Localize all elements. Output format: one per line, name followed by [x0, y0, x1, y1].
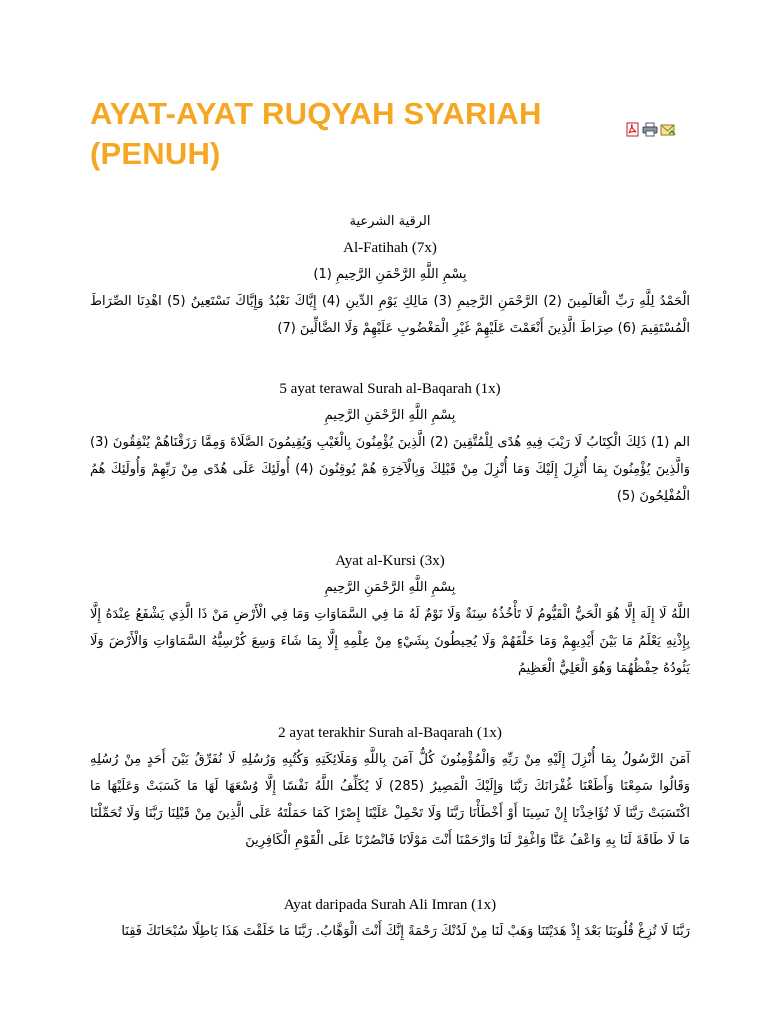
arabic-heading: الرقية الشرعية — [349, 214, 431, 229]
section-title: 2 ayat terakhir Surah al-Baqarah (1x) — [278, 725, 502, 741]
arabic-verse-text: آمَنَ الرَّسُولُ بِمَا أُنْزِلَ إِلَيْهِ مِنْ رَبِّهِ وَالْمُؤْمِنُونَ كُلٌّ آمَنَ بِاللَّهِ وَمَلَائِكَتِهِ وَكُتُبِهِ وَرُسُلِهِ لَا نُفَرِّقُ بَيْنَ أَحَدٍ مِنْ رُسُلِهِ وَقَالُوا سَمِعْنَا وَأَطَعْنَا غُفْرَانَكَ رَبَّنَا وَإِلَيْكَ الْمَصِيرُ (285) لَا يُكَلِّفُ اللَّهُ نَفْسًا إِلَّا وُسْعَهَا لَهَا مَا كَسَبَتْ وَعَلَيْهَا مَا اكْتَسَبَتْ رَبَّنَا لَا تُؤَاخِذْنَا إِنْ نَسِينَا أَوْ أَخْطَأْنَا رَبَّنَا وَلَا تَحْمِلْ عَلَيْنَا إِصْرًا كَمَا حَمَلْتَهُ عَلَى الَّذِينَ مِنْ قَبْلِنَا رَبَّنَا وَلَا تُحَمِّلْنَا مَا لَا طَاقَةَ لَنَا بِهِ وَاعْفُ عَنَّا وَاغْفِرْ لَنَا وَارْحَمْنَا أَنْتَ مَوْلَانَا فَانْصُرْنَا عَلَى الْقَوْمِ الْكَافِرِينَ — [90, 752, 690, 848]
section-baqarah-last-2 — [90, 720, 690, 854]
basmalah: بِسْمِ اللَّهِ الرَّحْمَنِ الرَّحِيمِ — [324, 408, 456, 423]
basmalah: بِسْمِ اللَّهِ الرَّحْمَنِ الرَّحِيمِ (1) — [313, 267, 467, 282]
title-row — [90, 94, 690, 174]
section-title: 5 ayat terawal Surah al-Baqarah (1x) — [279, 381, 501, 397]
email-icon[interactable] — [660, 122, 676, 137]
document-body — [90, 208, 690, 945]
section-baqarah-first-5 — [90, 376, 690, 510]
arabic-verse-text: الم (1) ذَلِكَ الْكِتَابُ لَا رَيْبَ فِيهِ هُدًى لِلْمُتَّقِينَ (2) الَّذِينَ يُؤْمِنُونَ بِالْغَيْبِ وَيُقِيمُونَ الصَّلَاةَ وَمِمَّا رَزَقْنَاهُمْ يُنْفِقُونَ (3) وَالَّذِينَ يُؤْمِنُونَ بِمَا أُنْزِلَ إِلَيْكَ وَمَا أُنْزِلَ مِنْ قَبْلِكَ وَبِالْآخِرَةِ هُمْ يُوقِنُونَ (4) أُولَئِكَ عَلَى هُدًى مِنْ رَبِّهِمْ وَأُولَئِكَ هُمُ الْمُفْلِحُونَ (5) — [90, 435, 690, 504]
print-icon[interactable] — [642, 122, 658, 137]
section-ali-imran — [90, 892, 690, 945]
section-title: Ayat daripada Surah Ali Imran (1x) — [283, 897, 497, 913]
arabic-verse-text: الْحَمْدُ لِلَّهِ رَبِّ الْعَالَمِينَ (2) الرَّحْمَنِ الرَّحِيمِ (3) مَالِكِ يَوْمِ الدِّينِ (4) إِيَّاكَ نَعْبُدُ وَإِيَّاكَ نَسْتَعِينُ (5) اهْدِنَا الصِّرَاطَ الْمُسْتَقِيمَ (6) صِرَاطَ الَّذِينَ أَنْعَمْتَ عَلَيْهِمْ غَيْرِ الْمَغْضُوبِ عَلَيْهِمْ وَلَا الضَّالِّينَ (7) — [90, 294, 691, 336]
arabic-verse-text: اللَّهُ لَا إِلَهَ إِلَّا هُوَ الْحَيُّ الْقَيُّومُ لَا تَأْخُذُهُ سِنَةٌ وَلَا نَوْمٌ لَهُ مَا فِي السَّمَاوَاتِ وَمَا فِي الْأَرْضِ مَنْ ذَا الَّذِي يَشْفَعُ عِنْدَهُ إِلَّا بِإِذْنِهِ يَعْلَمُ مَا بَيْنَ أَيْدِيهِمْ وَمَا خَلْفَهُمْ وَلَا يُحِيطُونَ بِشَيْءٍ مِنْ عِلْمِهِ إِلَّا بِمَا شَاءَ وَسِعَ كُرْسِيُّهُ السَّمَاوَاتِ وَالْأَرْضَ وَلَا يَئُودُهُ حِفْظُهُمَا وَهُوَ الْعَلِيُّ الْعَظِيمُ — [90, 607, 690, 676]
section-ayat-al-kursi — [90, 548, 690, 682]
section-al-fatihah — [90, 235, 690, 342]
page-title: AYAT-AYAT RUQYAH SYARIAH (PENUH) — [90, 96, 542, 171]
arabic-verse-text: رَبَّنَا لَا تُزِغْ قُلُوبَنَا بَعْدَ إِذْ هَدَيْتَنَا وَهَبْ لَنَا مِنْ لَدُنْكَ رَحْمَةً إِنَّكَ أَنْتَ الْوَهَّابُ. رَبَّنَا مَا خَلَقْتَ هَذَا بَاطِلًا سُبْحَانَكَ فَقِنَا — [121, 924, 690, 939]
section-title: Al-Fatihah (7x) — [343, 240, 437, 256]
toolbar — [625, 122, 676, 137]
pdf-icon[interactable] — [625, 122, 640, 137]
section-title: Ayat al-Kursi (3x) — [335, 553, 445, 569]
basmalah: بِسْمِ اللَّهِ الرَّحْمَنِ الرَّحِيمِ — [324, 580, 456, 595]
